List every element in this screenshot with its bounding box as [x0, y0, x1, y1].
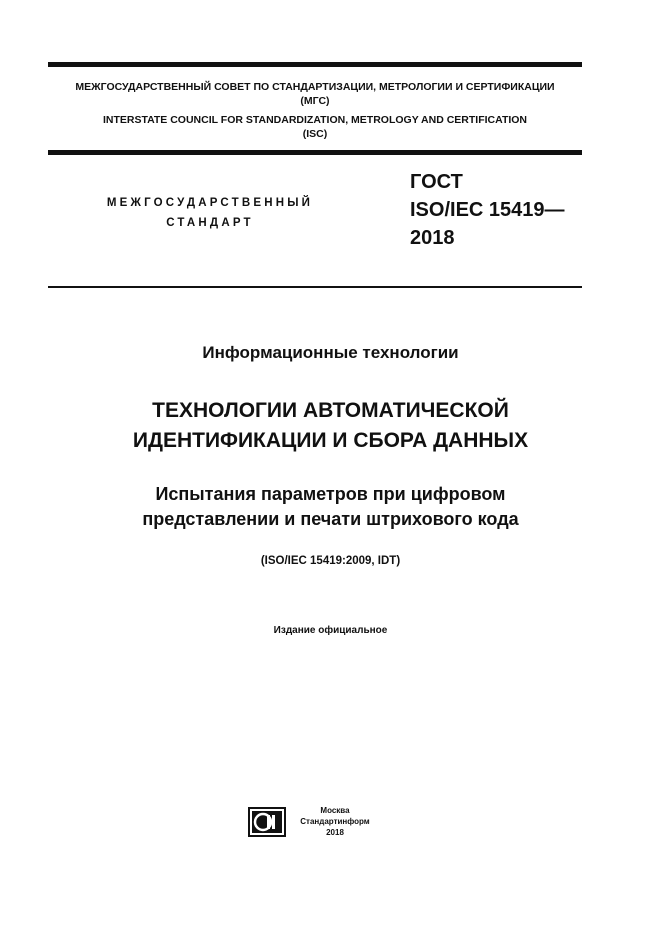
iso-reference: (ISO/IEC 15419:2009, IDT): [260, 555, 401, 567]
edition-note: Издание официальное: [273, 625, 388, 636]
standard-label: [60, 193, 360, 233]
publisher-name: Стандартинформ: [300, 817, 370, 826]
council-russian: [48, 80, 582, 108]
middle-rule: [48, 150, 582, 155]
main-title: [0, 396, 661, 456]
main-title-line2: ИДЕНТИФИКАЦИИ И СБОРА ДАННЫХ: [132, 429, 529, 452]
council-en-abbr: (ISC): [302, 128, 328, 140]
subject-heading: Информационные технологии: [202, 343, 459, 362]
bottom-rule: [48, 286, 582, 288]
standard-code-line1: ГОСТ: [410, 171, 463, 193]
publisher-year: 2018: [326, 828, 344, 837]
council-en-name: INTERSTATE COUNCIL FOR STANDARDIZATION, METROLOGY AND CERTIFICATION: [102, 114, 528, 126]
standard-code-line3: 2018: [410, 227, 455, 249]
council-english: [48, 113, 582, 141]
standard-code-line2: ISO/IEC 15419—: [410, 199, 565, 221]
council-ru-name: МЕЖГОСУДАРСТВЕННЫЙ СОВЕТ ПО СТАНДАРТИЗАЦИИ, МЕТРОЛОГИИ И СЕРТИФИКАЦИИ: [75, 81, 555, 93]
top-rule: [48, 62, 582, 67]
standard-label-line2: СТАНДАРТ: [166, 217, 254, 229]
standard-code: [410, 168, 590, 252]
council-ru-abbr: (МГС): [300, 95, 330, 107]
standartinform-logo-icon: [248, 807, 286, 837]
main-title-line1: ТЕХНОЛОГИИ АВТОМАТИЧЕСКОЙ: [152, 399, 509, 422]
subtitle-line2: представлении и печати штрихового кода: [142, 509, 519, 529]
standard-label-line1: МЕЖГОСУДАРСТВЕННЫЙ: [106, 197, 314, 209]
subtitle-line1: Испытания параметров при цифровом: [155, 484, 506, 504]
publisher-city: Москва: [320, 806, 350, 815]
publisher-block: [290, 805, 380, 838]
subtitle: [0, 482, 661, 532]
